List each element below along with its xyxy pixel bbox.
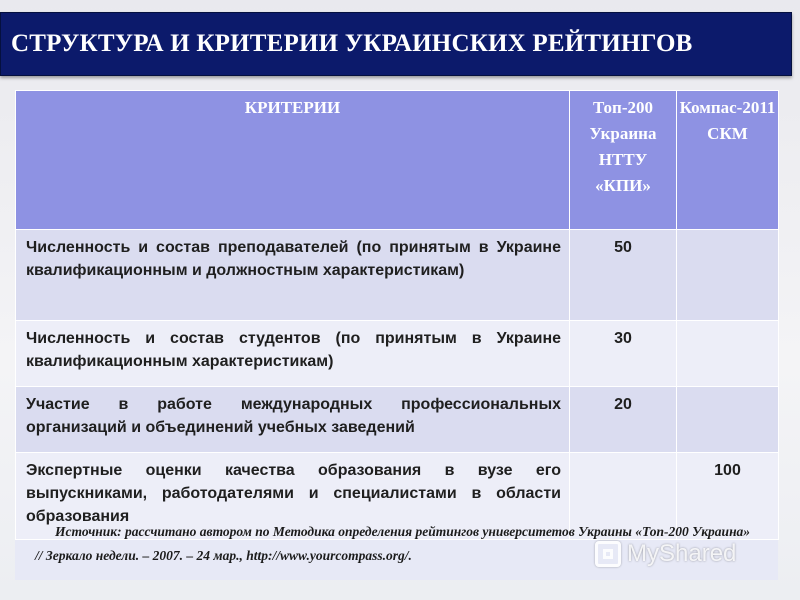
table-row (16, 387, 779, 453)
criteria-table (15, 90, 779, 540)
compass-value-cell (677, 230, 779, 321)
compass-value-cell: 100 (677, 453, 779, 540)
header-top200-ntu: Топ-200 Украина НТТУ «КПИ» (570, 91, 677, 230)
page-title: СТРУКТУРА И КРИТЕРИИ УКРАИНСКИХ РЕЙТИНГОВ (11, 30, 693, 57)
source-note: Источник: рассчитано автором по Методика определения рейтингов университетов Украины «Топ-200 Украина» // Зеркало недели. – 2007. – 24 мар., http://www.yourcompass.org/. (35, 524, 751, 563)
ntu-value-cell: 30 (570, 321, 677, 387)
title-bar (0, 12, 792, 76)
header-compass-2011: Компас-2011 СКМ (677, 91, 779, 230)
ntu-value-cell: 20 (570, 387, 677, 453)
compass-value-cell (677, 321, 779, 387)
compass-value-cell (677, 387, 779, 453)
table-row (16, 230, 779, 321)
content-panel (15, 90, 778, 580)
criteria-cell: Численность и состав студентов (по принятым в Украине квалификационным характеристикам) (16, 321, 570, 387)
ntu-value-cell: 50 (570, 230, 677, 321)
criteria-cell: Экспертные оценки качества образования в вузе его выпускниками, работодателями и специалистами в области образования (16, 453, 570, 540)
watermark (595, 540, 736, 568)
watermark-text: MyShared (627, 540, 737, 567)
criteria-cell: Участие в работе международных профессиональных организаций и объединений учебных заведений (16, 387, 570, 453)
header-criteria: КРИТЕРИИ (16, 91, 570, 230)
myshared-logo-icon (595, 541, 621, 567)
criteria-cell: Численность и состав преподавателей (по принятым в Украине квалификационным и должностным характеристикам) (16, 230, 570, 321)
table-row (16, 321, 779, 387)
table-header-row (16, 91, 779, 230)
